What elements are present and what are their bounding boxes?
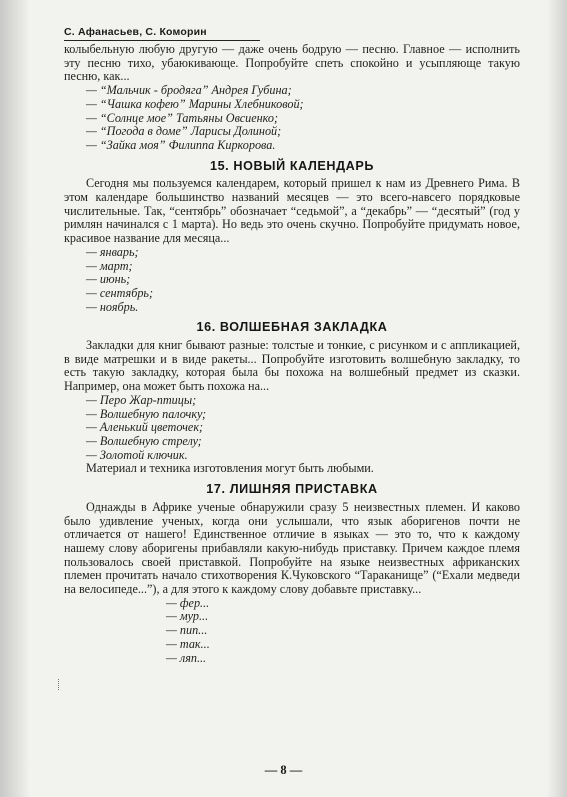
list-item: — июнь;	[86, 272, 131, 287]
section-15-list	[64, 246, 520, 315]
running-header: С. Афанасьев, С. Коморин	[64, 26, 260, 41]
section-17-paragraph: Однажды в Африке ученые обнаружили сразу 5 неизвестных племен. И каково было удивление ученых, когда они услышали, что язык аборигенов почти не отличается от нашего! Единственное отличие в языках — это то, что к каждому нашему слову аборигены прибавляли какую-нибудь приставку. Причем каждое племя пользовалось своей приставкой. Попробуйте на языке неизвестных африканских племен прочитать начало стихотворения К.Чуковского “Тараканище” (“Ехали медведи на велосипеде...”), а для этого к каждому слову добавьте приставку...	[64, 499, 520, 597]
list-item: — ноябрь.	[86, 299, 139, 314]
intro-list	[64, 84, 520, 153]
list-item: — Перо Жар-птицы;	[86, 392, 197, 407]
section-16-list	[64, 394, 520, 463]
section-15-paragraph: Сегодня мы пользуемся календарем, который пришел к нам из Древнего Рима. В этом календаре большинство названий месяцев — это всего-навсего порядковые числительные. Так, “сентябрь” обозначает “седьмой”, а “декабрь” — “десятый” (год у римлян начинался с 1 марта). Но ведь это очень скучно. Попробуйте придумать новое, красивое название для месяца...	[64, 176, 520, 246]
section-17-title: 17. ЛИШНЯЯ ПРИСТАВКА	[206, 482, 378, 497]
list-item: — март;	[86, 258, 133, 273]
list-item: — так...	[166, 636, 210, 651]
intro-paragraph: колыбельную любую другую — даже очень бодрую — песню. Главное — исполнить эту песню тихо, убаюкивающе. Попробуйте спеть спокойно и усыпляюще такую песню, как...	[64, 42, 520, 84]
list-item: — “Чашка кофею” Марины Хлебниковой;	[86, 96, 304, 111]
list-item: — сентябрь;	[86, 285, 154, 300]
list-item: — фер...	[166, 595, 210, 610]
section-16-paragraph: Закладки для книг бывают разные: толстые и тонкие, с рисунком и с аппликацией, в виде матрешки и в виде ракеты... Попробуйте изготовить волшебную закладку, то есть такую закладку, которая была бы похожа на волшебный предмет из сказки. Например, она может быть похожа на...	[64, 338, 520, 394]
list-item: — “Зайка моя” Филиппа Киркорова.	[86, 137, 276, 152]
list-item: — ляп...	[166, 650, 207, 665]
list-item: — январь;	[86, 244, 139, 259]
list-item: — мур...	[166, 609, 209, 624]
list-item: — Золотой ключик.	[86, 447, 188, 462]
list-item: — “Мальчик - бродяга” Андрея Губина;	[86, 83, 292, 98]
list-item: — Волшебную палочку;	[86, 406, 207, 421]
list-item: — Аленький цветочек;	[86, 420, 204, 435]
section-16-note: Материал и техника изготовления могут быть любыми.	[86, 461, 374, 476]
list-item: — пип...	[166, 623, 208, 638]
section-16-title: 16. ВОЛШЕБНАЯ ЗАКЛАДКА	[196, 320, 388, 335]
section-17-list	[144, 597, 520, 666]
section-15-title: 15. НОВЫЙ КАЛЕНДАРЬ	[209, 158, 375, 173]
list-item: — Волшебную стрелу;	[86, 433, 202, 448]
page-number: — 8 —	[264, 763, 303, 777]
scan-artifact	[58, 679, 62, 690]
list-item: — “Погода в доме” Ларисы Долиной;	[86, 124, 282, 139]
page-content	[64, 26, 520, 665]
list-item: — “Солнце мое” Татьяны Овсиенко;	[86, 110, 279, 125]
